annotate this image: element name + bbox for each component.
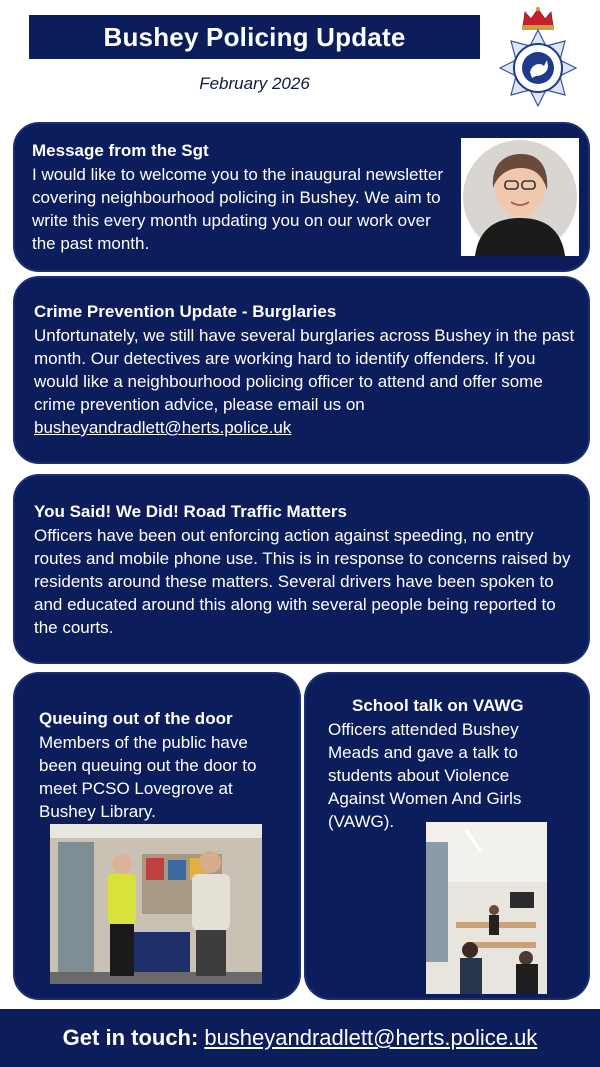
contact-footer — [0, 1009, 600, 1067]
school-talk-panel — [304, 672, 590, 1000]
newsletter-title: Bushey Policing Update — [103, 21, 406, 52]
road-traffic-title: You Said! We Did! Road Traffic Matters — [34, 502, 347, 521]
crime-prevention-text: Unfortunately, we still have several burglaries across Bushey in the past month. Our detectives are working hard to identify offenders. If you would like a neighbourhood policing officer to attend and offer some crime prevention advice, please email us on — [34, 326, 575, 414]
footer-label: Get in touch: — [62, 1025, 199, 1050]
queuing-title: Queuing out of the door — [39, 709, 233, 728]
crime-prevention-panel — [13, 276, 590, 464]
school-talk-text: Officers attended Bushey Meads and gave a talk to students about Violence Against Women And Girls (VAWG). — [328, 720, 522, 831]
crime-prevention-title: Crime Prevention Update - Burglaries — [34, 302, 337, 321]
police-crest-logo — [493, 4, 583, 107]
issue-date: February 2026 — [199, 74, 310, 93]
library-photo — [50, 824, 262, 984]
sgt-message-panel — [13, 122, 590, 272]
sergeant-photo — [461, 138, 579, 256]
school-classroom-photo — [426, 822, 547, 994]
sgt-message-text: I would like to welcome you to the inaugural newsletter covering neighbourhood policing in Bushey. We aim to write this every month updating you on our work over the past month. — [32, 165, 444, 253]
crime-prevention-email-link[interactable]: busheyandradlett@herts.police.uk — [34, 418, 292, 437]
crown-icon — [522, 7, 554, 30]
school-talk-title: School talk on VAWG — [352, 696, 524, 715]
crime-prevention-text-block — [34, 324, 579, 439]
footer-email-link[interactable]: busheyandradlett@herts.police.uk — [204, 1025, 538, 1050]
newsletter-title-banner — [29, 15, 480, 59]
queuing-panel — [13, 672, 301, 1000]
road-traffic-panel — [13, 474, 590, 664]
road-traffic-text: Officers have been out enforcing action against speeding, no entry routes and mobile phone use. This is in response to concerns raised by residents around these matters. Several drivers have been spoken to and educated around this along with several people being reported to the courts. — [34, 526, 571, 637]
queuing-text: Members of the public have been queuing out the door to meet PCSO Lovegrove at Bushey Library. — [39, 733, 257, 821]
sgt-message-title: Message from the Sgt — [32, 141, 209, 160]
